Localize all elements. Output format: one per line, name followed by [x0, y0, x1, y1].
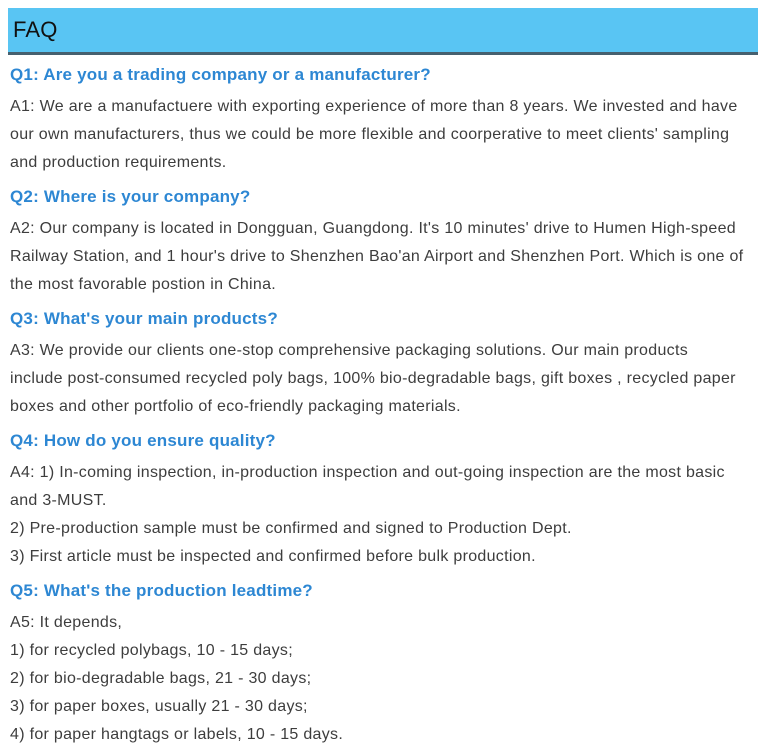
faq-answer-line: A4: 1) In-coming inspection, in-production inspection and out-going inspection are the most basic and 3-MUST. — [10, 464, 725, 509]
faq-answer-line: 1) for recycled polybags, 10 - 15 days; — [10, 642, 293, 659]
faq-question: Q3: What's your main products? — [10, 309, 278, 328]
faq-item — [10, 187, 745, 299]
faq-answer — [10, 215, 745, 299]
faq-answer-line: A5: It depends, — [10, 614, 123, 631]
faq-answer-line: A2: Our company is located in Dongguan, Guangdong. It's 10 minutes' drive to Humen High-speed Railway Station, and 1 hour's drive to Shenzhen Bao'an Airport and Shenzhen Port. Which is one of the most favorable postion in China. — [10, 220, 744, 293]
faq-question: Q4: How do you ensure quality? — [10, 431, 276, 450]
faq-question: Q1: Are you a trading company or a manufacturer? — [10, 65, 431, 84]
faq-answer — [10, 459, 745, 571]
page-title: FAQ — [13, 17, 58, 42]
faq-question: Q2: Where is your company? — [10, 187, 251, 206]
faq-answer — [10, 93, 745, 177]
faq-answer-line: A3: We provide our clients one-stop comprehensive packaging solutions. Our main products include post-consumed recycled poly bags, 100% bio-degradable bags, gift boxes , recycled paper boxes and other portfolio of eco-friendly packaging materials. — [10, 342, 736, 415]
faq-item — [10, 431, 745, 571]
faq-answer-line: 2) for bio-degradable bags, 21 - 30 days; — [10, 670, 312, 687]
faq-answer — [10, 337, 745, 421]
faq-answer-line: A1: We are a manufactuere with exporting experience of more than 8 years. We invested and have our own manufacturers, thus we could be more flexible and coorperative to meet clients' sampling and production requirements. — [10, 98, 738, 171]
faq-answer-line: 3) First article must be inspected and confirmed before bulk production. — [10, 548, 536, 565]
faq-answer — [10, 609, 745, 749]
faq-page — [0, 8, 765, 756]
faq-question: Q5: What's the production leadtime? — [10, 581, 313, 600]
faq-item — [10, 309, 745, 421]
faq-item — [10, 65, 745, 177]
faq-content — [0, 65, 765, 749]
faq-item — [10, 581, 745, 749]
faq-header-bar — [8, 8, 758, 55]
faq-answer-line: 3) for paper boxes, usually 21 - 30 days; — [10, 698, 308, 715]
faq-answer-line: 2) Pre-production sample must be confirmed and signed to Production Dept. — [10, 520, 572, 537]
faq-answer-line: 4) for paper hangtags or labels, 10 - 15 days. — [10, 726, 344, 743]
